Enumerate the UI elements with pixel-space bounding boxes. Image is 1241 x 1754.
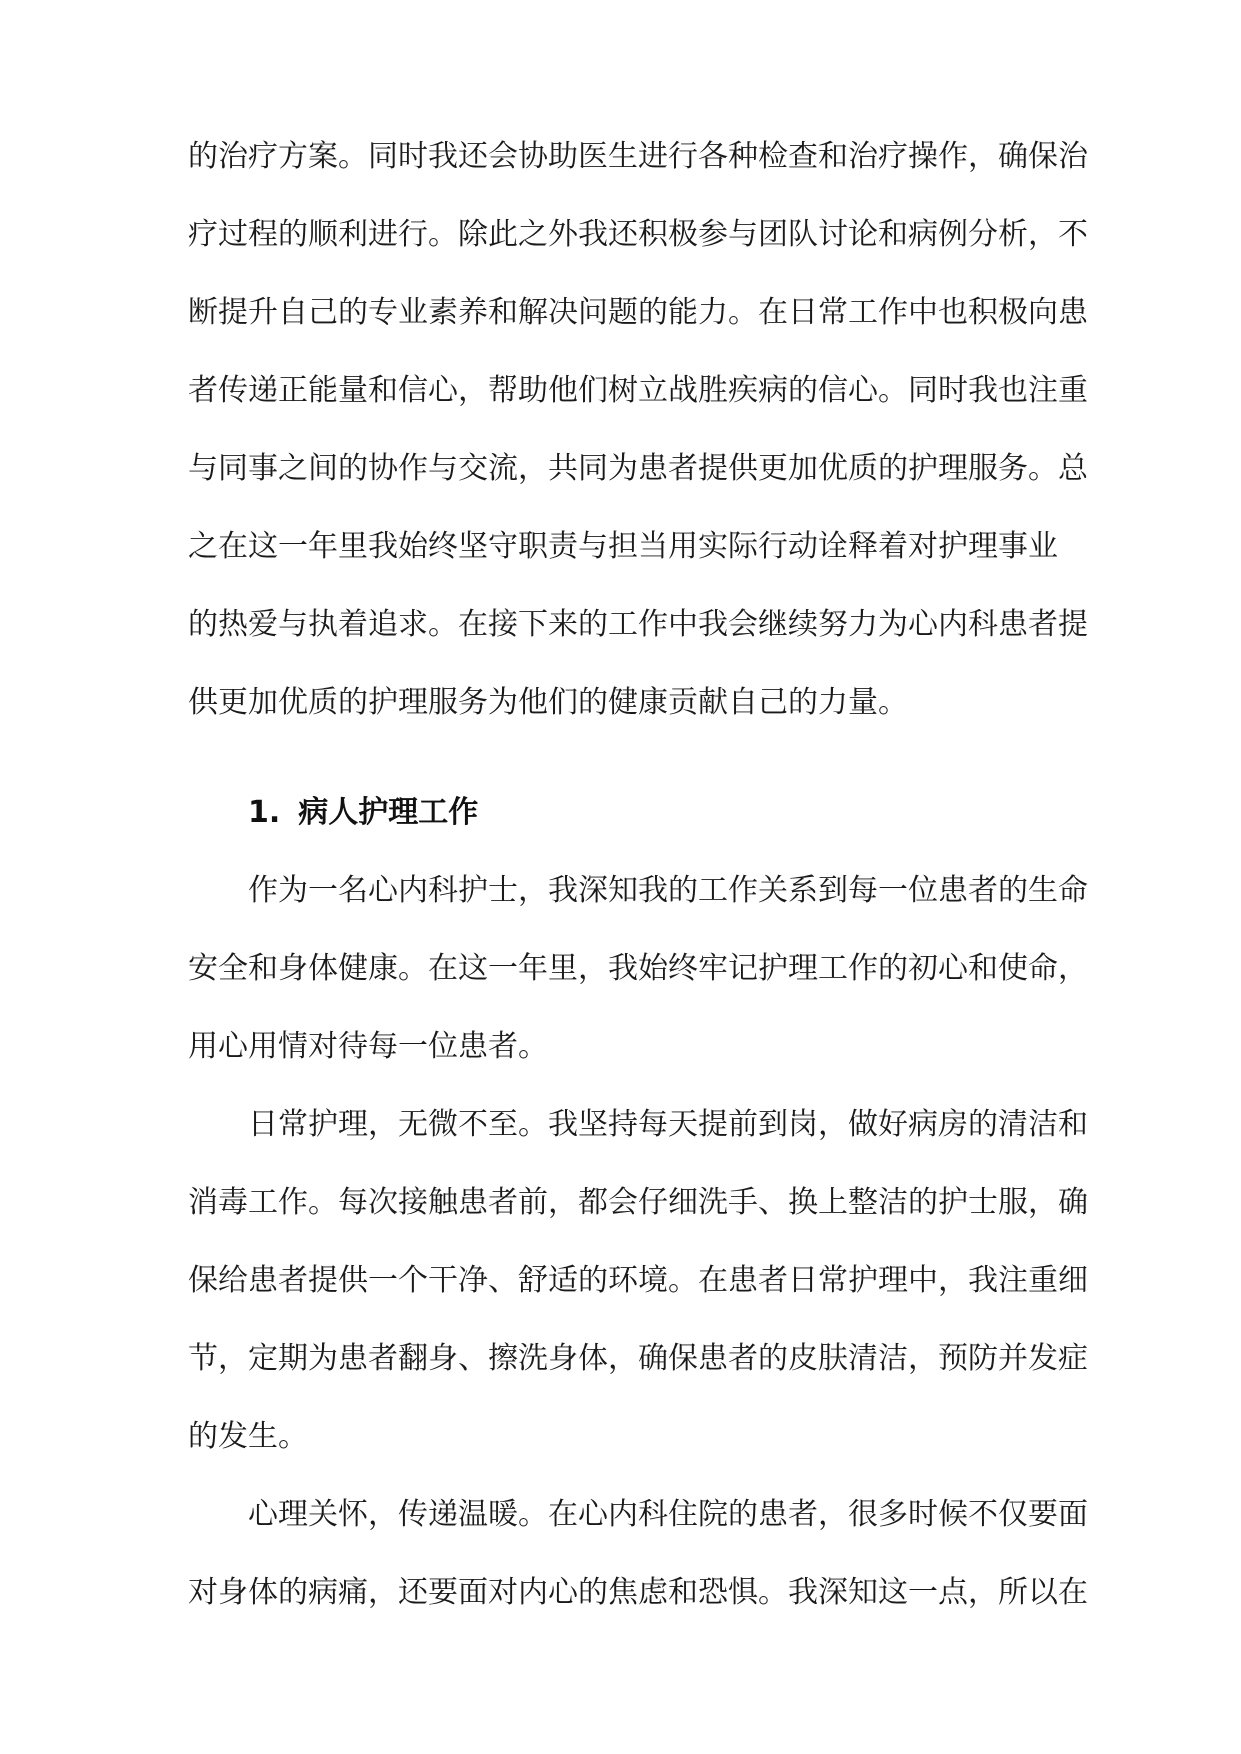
text-line: 对身体的病痛，还要面对内心的焦虑和恐惧。我深知这一点，所以在 [188, 1575, 1088, 1610]
text-line: 安全和身体健康。在这一年里，我始终牢记护理工作的初心和使命， [188, 951, 1088, 986]
text-line: 的治疗方案。同时我还会协助医生进行各种检查和治疗操作，确保治 [188, 139, 1088, 174]
text-line: 用心用情对待每一位患者。 [188, 1029, 548, 1064]
text-line: 疗过程的顺利进行。除此之外我还积极参与团队讨论和病例分析，不 [188, 217, 1088, 252]
text-line: 作为一名心内科护士，我深知我的工作关系到每一位患者的生命 [248, 873, 1088, 908]
text-line: 节，定期为患者翻身、擦洗身体，确保患者的皮肤清洁，预防并发症 [188, 1341, 1088, 1376]
text-line: 日常护理，无微不至。我坚持每天提前到岗，做好病房的清洁和 [248, 1107, 1088, 1142]
body-paragraph-1 [188, 852, 1088, 1086]
text-line: 供更加优质的护理服务为他们的健康贡献自己的力量。 [188, 685, 908, 720]
text-line: 心理关怀，传递温暖。在心内科住院的患者，很多时候不仅要面 [248, 1497, 1088, 1532]
text-line: 断提升自己的专业素养和解决问题的能力。在日常工作中也积极向患 [188, 295, 1088, 330]
intro-paragraph [188, 118, 1088, 742]
section-number: 1. [248, 795, 281, 830]
text-line: 与同事之间的协作与交流，共同为患者提供更加优质的护理服务。总 [188, 451, 1088, 486]
section-heading [248, 774, 478, 852]
text-line: 之在这一年里我始终坚守职责与担当用实际行动诠释着对护理事业 [188, 529, 1058, 564]
text-line: 的发生。 [188, 1419, 308, 1454]
body-paragraph-3 [188, 1476, 1088, 1632]
text-line: 保给患者提供一个干净、舒适的环境。在患者日常护理中，我注重细 [188, 1263, 1088, 1298]
text-line: 的热爱与执着追求。在接下来的工作中我会继续努力为心内科患者提 [188, 607, 1088, 642]
text-line: 者传递正能量和信心，帮助他们树立战胜疾病的信心。同时我也注重 [188, 373, 1088, 408]
section-title: 病人护理工作 [298, 795, 479, 830]
body-paragraph-2 [188, 1086, 1088, 1476]
text-line: 消毒工作。每次接触患者前，都会仔细洗手、换上整洁的护士服，确 [188, 1185, 1088, 1220]
